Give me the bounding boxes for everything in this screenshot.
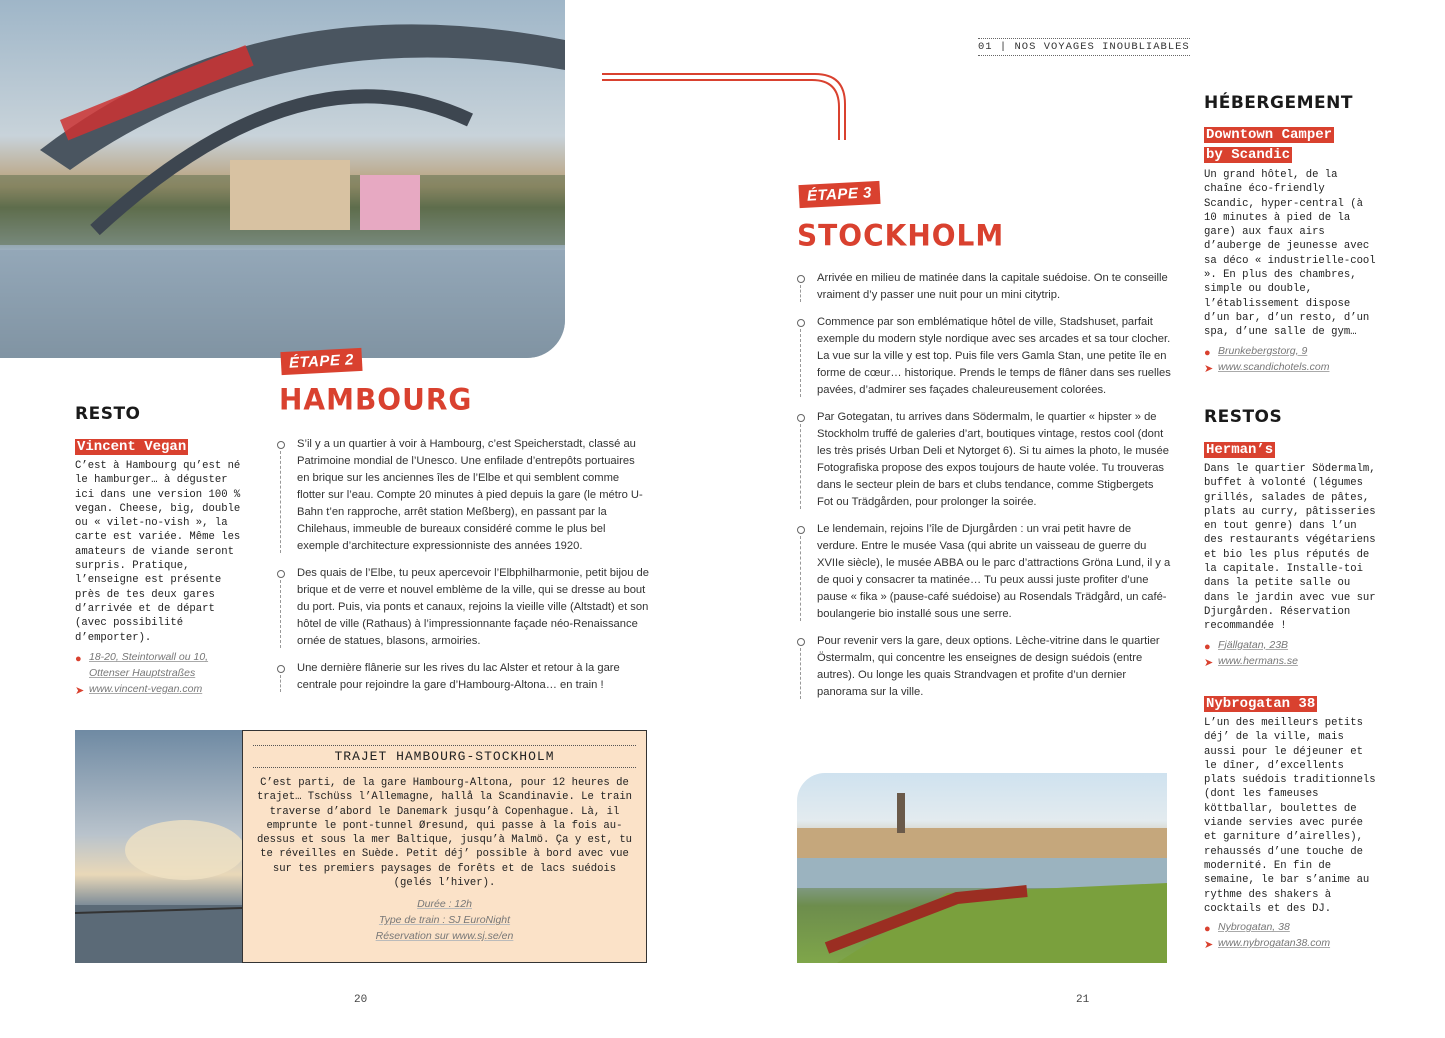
- location-pin-icon: ●: [1204, 346, 1211, 359]
- chapter-header: 01 | NOS VOYAGES INOUBLIABLES: [978, 38, 1190, 56]
- nybrogatan-entry: [1204, 694, 1376, 951]
- nybrogatan-description: L’un des meilleurs petits déj’ de la ville, mais aussi pour le déjeuner et le dîner, d’excellents plats suédois traditionnels (dont les fameuses köttballar, boulettes de viande servies avec purée et garniture d’airelles), rehaussés d’une touche de modernité. En fin de semaine, le bar s’anime au rythme des shakers à cocktails et des DJ.: [1204, 717, 1376, 915]
- location-pin-icon: ●: [1204, 923, 1211, 936]
- cursor-icon: ➤: [1204, 939, 1214, 952]
- etape-2-badge: ÉTAPE 2: [280, 348, 362, 375]
- vincent-vegan-entry: [75, 437, 245, 697]
- stockholm-paragraph-1: Arrivée en milieu de matinée dans la capitale suédoise. On te conseille vraiment d’y passer une nuit pour un mini citytrip.: [797, 270, 1172, 304]
- stockholm-paragraph-5: Pour revenir vers la gare, deux options. Lèche-vitrine dans le quartier Östermalm, qui concentre les enseignes de design suédois (entre autres). Ou longe les quais Strandvagen et profite d’un dernier panorama sur la ville.: [797, 633, 1172, 701]
- hamburg-paragraph-1: S’il y a un quartier à voir à Hambourg, c’est Speicherstadt, classé au Patrimoine mondial de l’Unesco. Une enfilade d’entrepôts portuaires en brique sur les anciennes îles de l’Elbe et qui semblent comme flotter sur l’eau. Compte 20 minutes à pied depuis la gare (le métro U-Bahn t’en rapproche, arrêt station Meßberg), en passant par la Chilehaus, immeuble de bureaux considéré comme le plus bel exemple d’architecture expressionniste des années 1920.: [277, 436, 650, 555]
- page-number-left: 20: [354, 994, 368, 1006]
- hebergement-heading: HÉBERGEMENT: [1204, 93, 1353, 113]
- restos-heading: RESTOS: [1204, 407, 1283, 427]
- trajet-ticket: [242, 730, 647, 963]
- cursor-icon: ➤: [1204, 656, 1214, 669]
- stockholm-body: [797, 270, 1172, 711]
- hamburg-paragraph-3: Une dernière flânerie sur les rives du lac Alster et retour à la gare centrale pour rejoindre la gare d’Hambourg-Altona… en train !: [277, 660, 650, 694]
- route-line-decoration: [600, 70, 850, 147]
- nybrogatan-name: Nybrogatan 38: [1206, 696, 1316, 712]
- stockholm-title: STOCKHOLM: [797, 218, 1005, 253]
- downtown-camper-description: Un grand hôtel, de la chaîne éco-friendly Scandic, hyper-central (à 10 minutes à pied de la gare) aux faux airs d’auberge de jeunesse avec sa déco « industrielle-cool ». En plus des chambres, simple ou double, l’établissement dispose d’un bar, d’un resto, d’un spa, d’une salle de gym…: [1204, 169, 1376, 339]
- hermans-address: ● Fjällgatan, 23B: [1204, 638, 1289, 653]
- hamburg-title: HAMBOURG: [279, 382, 473, 417]
- cursor-icon: ➤: [75, 684, 85, 697]
- downtown-camper-address: ● Brunkebergstorg, 9: [1204, 344, 1308, 359]
- stockholm-paragraph-3: Par Gotegatan, tu arrives dans Södermalm, le quartier « hipster » de Stockholm truffé de galeries d’art, boutiques vintage, restos cool (dont les très prisés Urban Deli et Nytorget 6). Si tu aimes la photo, le musée Fotografiska propose des expos toujours de haute volée. Tu trouveras dans le secteur plein de bars et clubs tendance, comme Stigbergets Fot ou Trädgården, pour prolonger la soirée.: [797, 409, 1172, 511]
- hamburg-body: [277, 436, 650, 704]
- hermans-website[interactable]: ➤ www.hermans.se: [1204, 654, 1298, 669]
- trajet-duration: Durée : 12h: [417, 898, 472, 911]
- stockholm-paragraph-4: Le lendemain, rejoins l’île de Djurgården : un vrai petit havre de verdure. Entre le musée Vasa (qui abrite un vaisseau de guerre du XVIIe siècle), le musée ABBA ou le parc d’attractions Gröna Lund, il y a de quoi y consacrer ta matinée… Tu peux aussi juste profiter d’une pause « fika » (pause-café suédoise) au Rosendals Trädgård, un café-boulangerie bio installé sous une serre.: [797, 521, 1172, 623]
- downtown-camper-entry: [1204, 125, 1376, 375]
- trajet-reservation[interactable]: Réservation sur www.sj.se/en: [375, 930, 514, 943]
- hermans-name: Herman’s: [1206, 442, 1274, 458]
- nybrogatan-address: ● Nybrogatan, 38: [1204, 921, 1290, 936]
- trajet-body: C’est parti, de la gare Hambourg-Altona, pour 12 heures de trajet… Tschüss l’Allemagne, hallå la Scandinavie. Le train traverse d’abord le Danemark jusqu’à Copenhague. Là, il emprunte le pont-tunnel Øresund, qui passe à la fois au-dessus et sous la mer Baltique, jusqu’à Malmö. Ça y est, tu te réveilles en Suède. Petit déj’ possible à bord avec vue sur tes premiers paysages de forêts et de lacs suédois (gelés l’hiver).: [256, 777, 633, 890]
- stockholm-park-photo: [797, 773, 1167, 963]
- trajet-title: TRAJET HAMBOURG-STOCKHOLM: [253, 745, 636, 768]
- vincent-vegan-name: Vincent Vegan: [77, 439, 187, 455]
- hamburg-paragraph-2: Des quais de l’Elbe, tu peux apercevoir l’Elbphilharmonie, petit bijou de brique et de verre et nouvel emblème de la ville, qui se dresse au bout du port. Puis, via ponts et canaux, rejoins la vieille ville (Altstadt) et son hôtel de ville (Rathaus) à l’impressionnante façade néo-Renaissance ornée de statues, blasons, armoiries.: [277, 565, 650, 650]
- page-number-right: 21: [1076, 994, 1090, 1006]
- vincent-vegan-address: ● 18-20, Steintorwall ou 10, Ottenser Hauptstraßes: [75, 650, 209, 679]
- location-pin-icon: ●: [1204, 640, 1211, 653]
- resto-heading: RESTO: [75, 404, 141, 424]
- trajet-meta: [253, 896, 636, 944]
- cursor-icon: ➤: [1204, 362, 1214, 375]
- vincent-vegan-website[interactable]: ➤ www.vincent-vegan.com: [75, 682, 203, 697]
- hermans-entry: [1204, 440, 1376, 669]
- hamburg-bridge-photo: [0, 0, 565, 358]
- vincent-vegan-description: C’est à Hambourg qu’est né le hamburger… à déguster ici dans une version 100 % vegan. Cheese, big, double ou « vilet-no-vish », la carte est variée. Même les amateurs de viande seront surpris. Pratique, l’enseigne est présente près de tes deux gares d’arrivée et de départ (avec possibilité d’emporter).: [75, 460, 241, 644]
- downtown-camper-name: Downtown Camper by Scandic: [1206, 127, 1333, 163]
- stockholm-paragraph-2: Commence par son emblématique hôtel de ville, Stadshuset, parfait exemple du modern style nordique avec ses arcades et sa tour clocher. La vue sur la ville y est top. Puis file vers Gamla Stan, une petite île en forme de cœur… historique. Prends le temps de flâner dans ses ruelles pavées, d’admirer ses façades chaleureusement colorées.: [797, 314, 1172, 399]
- downtown-camper-website[interactable]: ➤ www.scandichotels.com: [1204, 360, 1330, 375]
- location-pin-icon: ●: [75, 652, 82, 665]
- hermans-description: Dans le quartier Södermalm, buffet à volonté (légumes grillés, salades de pâtes, plats au curry, pâtisseries en tout genre) dans l’un des restaurants végétariens et bio les plus réputés de la capitale. Installe-toi dans la petite salle ou dans le jardin avec vue sur Djurgården. Réservation recommandée !: [1204, 463, 1376, 633]
- trajet-train-type: Type de train : SJ EuroNight: [378, 914, 511, 927]
- etape-3-badge: ÉTAPE 3: [798, 181, 880, 208]
- nybrogatan-website[interactable]: ➤ www.nybrogatan38.com: [1204, 937, 1331, 952]
- oresund-bridge-photo: [75, 730, 242, 963]
